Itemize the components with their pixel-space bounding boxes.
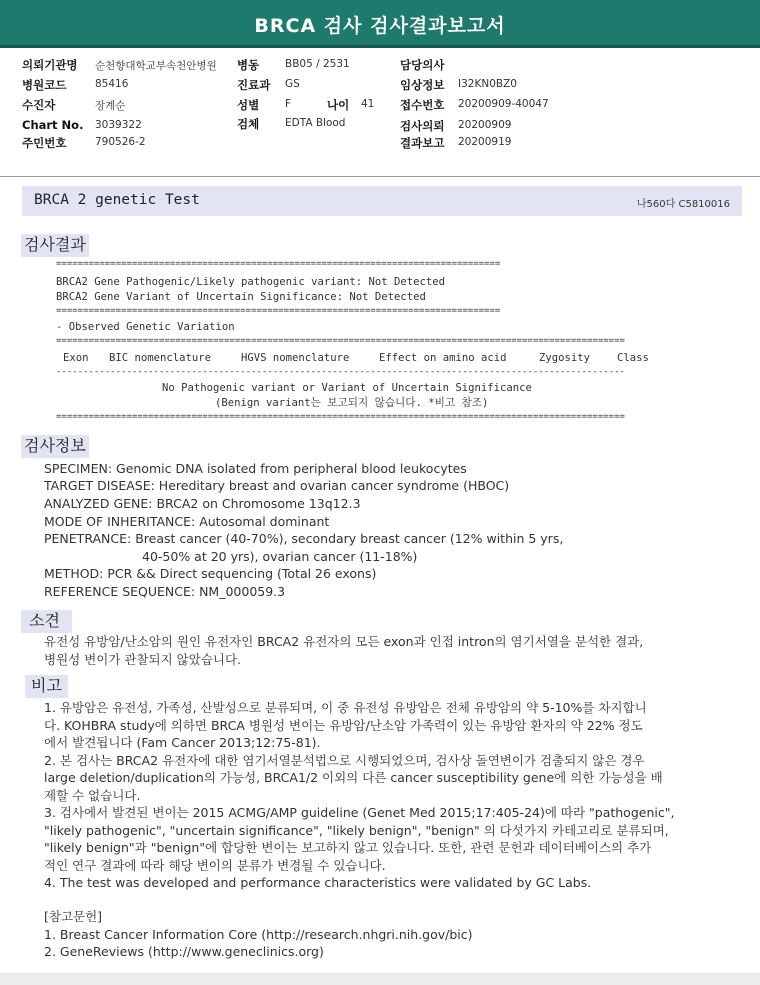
opinion-line: 병원성 변이가 관찰되지 않았습니다. bbox=[44, 651, 242, 667]
label-physician: 담당의사 bbox=[400, 58, 445, 72]
label-request-date: 검사의뢰 bbox=[400, 119, 445, 133]
result-separator: ========================================================================================================= bbox=[56, 336, 625, 346]
value-report-date: 20200919 bbox=[458, 136, 512, 148]
reference-item: 1. Breast Cancer Information Core (http://research.nhgri.nih.gov/bic) bbox=[44, 926, 473, 942]
remarks-line: 4. The test was developed and performance characteristics were validated by GC Labs. bbox=[44, 875, 592, 890]
result-separator: ========================================================================================================= bbox=[56, 412, 625, 422]
test-name-bar bbox=[22, 186, 742, 216]
remarks-line: "likely pathogenic", "uncertain significance", "likely benign", "benign" 의 다섯가지 카테고리로 분류되며, bbox=[44, 822, 669, 838]
value-resident-no: 790526-2 bbox=[95, 136, 146, 148]
value-request-date: 20200909 bbox=[458, 119, 512, 131]
remarks-line: 에서 발견됩니다 (Fam Cancer 2013;12:75-81). bbox=[44, 735, 321, 750]
report-title: BRCA 검사 검사결과보고서 bbox=[254, 15, 506, 37]
observed-variation-label: - Observed Genetic Variation bbox=[56, 321, 235, 333]
label-ward: 병동 bbox=[237, 58, 260, 72]
info-penetrance: PENETRANCE: Breast cancer (40-70%), secondary breast cancer (12% within 5 yrs, bbox=[44, 531, 564, 546]
label-resident-no: 주민번호 bbox=[22, 136, 67, 150]
section-heading-info: 검사정보 bbox=[21, 435, 89, 458]
value-chart-no: 3039322 bbox=[95, 119, 142, 131]
opinion-line: 유전성 유방암/난소암의 원인 유전자인 BRCA2 유전자의 모든 exon과 인접 intron의 염기서열을 분석한 결과, bbox=[44, 634, 644, 649]
value-clinical-info: I32KN0BZ0 bbox=[458, 78, 517, 90]
label-chart-no: Chart No. bbox=[22, 118, 84, 132]
test-name: BRCA 2 genetic Test bbox=[34, 192, 200, 208]
value-age: 41 bbox=[361, 98, 375, 110]
result-pathogenic-line: BRCA2 Gene Pathogenic/Likely pathogenic variant: Not Detected bbox=[56, 276, 446, 288]
remarks-text bbox=[44, 699, 744, 892]
page-bottom-strip bbox=[0, 973, 760, 985]
value-hospital-code: 85416 bbox=[95, 78, 129, 90]
value-receipt-no: 20200909-40047 bbox=[458, 98, 549, 110]
table-header-hgvs: HGVS nomenclature bbox=[241, 352, 350, 364]
remarks-line: 2. 본 검사는 BRCA2 유전자에 대한 염기서열분석법으로 시행되었으며, 검사상 돌연변이가 검출되지 않은 경우 bbox=[44, 752, 645, 768]
result-vus-line: BRCA2 Gene Variant of Uncertain Significance: Not Detected bbox=[56, 291, 426, 303]
label-clinical-info: 임상정보 bbox=[400, 78, 445, 92]
value-patient: 장계순 bbox=[95, 100, 126, 112]
value-sex: F bbox=[285, 98, 292, 110]
label-receipt-no: 접수번호 bbox=[400, 98, 445, 112]
section-heading-opinion: 소견 bbox=[21, 610, 72, 633]
remarks-line: "likely benign"과 "benign"에 합당한 변이는 보고하지 않고 있습니다. 또한, 관련 문헌과 데이터베이스의 추가 bbox=[44, 840, 652, 855]
remarks-line: 제할 수 없습니다. bbox=[44, 787, 141, 803]
references-title: [참고문헌] bbox=[44, 909, 103, 924]
remarks-line: 1. 유방암은 유전성, 가족성, 산발성으로 분류되며, 이 중 유전성 유방암은 전체 유방암의 약 5-10%를 차지합니 bbox=[44, 700, 647, 715]
remarks-line: large deletion/duplication의 가능성, BRCA1/2 이외의 다른 cancer susceptibility gene에 의한 가능성을 배 bbox=[44, 770, 663, 785]
section-heading-result: 검사결과 bbox=[21, 234, 89, 257]
info-method: METHOD: PCR && Direct sequencing (Total 26 exons) bbox=[44, 566, 377, 581]
label-institution: 의뢰기관명 bbox=[22, 58, 78, 72]
table-header-bic: BIC nomenclature bbox=[109, 352, 212, 364]
table-header-zygosity: Zygosity bbox=[539, 352, 591, 364]
info-target-disease: TARGET DISEASE: Hereditary breast and ovarian cancer syndrome (HBOC) bbox=[44, 478, 510, 493]
table-header-class: Class bbox=[617, 352, 649, 364]
header-divider bbox=[0, 176, 760, 177]
info-specimen: SPECIMEN: Genomic DNA isolated from peripheral blood leukocytes bbox=[44, 461, 467, 476]
info-penetrance-cont: 40-50% at 20 yrs), ovarian cancer (11-18%) bbox=[142, 549, 418, 564]
label-report-date: 결과보고 bbox=[400, 136, 445, 150]
label-sex: 성별 bbox=[237, 98, 260, 112]
test-code: 나560다 C5810016 bbox=[636, 199, 730, 210]
result-separator: ================================================================================== bbox=[56, 259, 501, 269]
result-separator: ================================================================================== bbox=[56, 306, 501, 316]
remarks-line: 적인 연구 결과에 따라 해당 변이의 분류가 변경될 수 있습니다. bbox=[44, 857, 386, 873]
value-ward: BB05 / 2531 bbox=[285, 58, 350, 70]
value-institution: 순천향대학교부속천안병원 bbox=[95, 60, 217, 72]
no-variant-message: No Pathogenic variant or Variant of Uncertain Significance bbox=[162, 382, 532, 394]
info-reference-sequence: REFERENCE SEQUENCE: NM_000059.3 bbox=[44, 584, 286, 599]
table-header-exon: Exon bbox=[63, 352, 89, 364]
label-department: 진료과 bbox=[237, 78, 271, 92]
reference-item: 2. GeneReviews (http://www.geneclinics.org) bbox=[44, 944, 324, 959]
table-divider: --------------------------------------------------------------------------------------------------------- bbox=[56, 367, 625, 377]
remarks-line: 3. 검사에서 발견된 변이는 2015 ACMG/AMP guideline (Genet Med 2015;17:405-24)에 따라 "pathogenic", bbox=[44, 805, 675, 820]
label-hospital-code: 병원코드 bbox=[22, 78, 67, 92]
value-specimen: EDTA Blood bbox=[285, 117, 346, 129]
table-header-effect: Effect on amino acid bbox=[379, 352, 507, 364]
opinion-text bbox=[44, 633, 744, 668]
benign-note: (Benign variant는 보고되지 않습니다. *비고 참조) bbox=[215, 397, 489, 409]
value-department: GS bbox=[285, 78, 300, 90]
report-title-bar bbox=[0, 0, 760, 48]
section-heading-remarks: 비고 bbox=[25, 675, 68, 698]
label-patient: 수진자 bbox=[22, 98, 56, 112]
info-analyzed-gene: ANALYZED GENE: BRCA2 on Chromosome 13q12.3 bbox=[44, 496, 361, 511]
label-age: 나이 bbox=[327, 98, 350, 112]
remarks-line: 다. KOHBRA study에 의하면 BRCA 병원성 변이는 유방암/난소암 가족력이 있는 유방암 환자의 약 22% 정도 bbox=[44, 717, 643, 733]
references bbox=[44, 908, 744, 961]
info-inheritance: MODE OF INHERITANCE: Autosomal dominant bbox=[44, 514, 330, 529]
label-specimen: 검체 bbox=[237, 117, 260, 131]
